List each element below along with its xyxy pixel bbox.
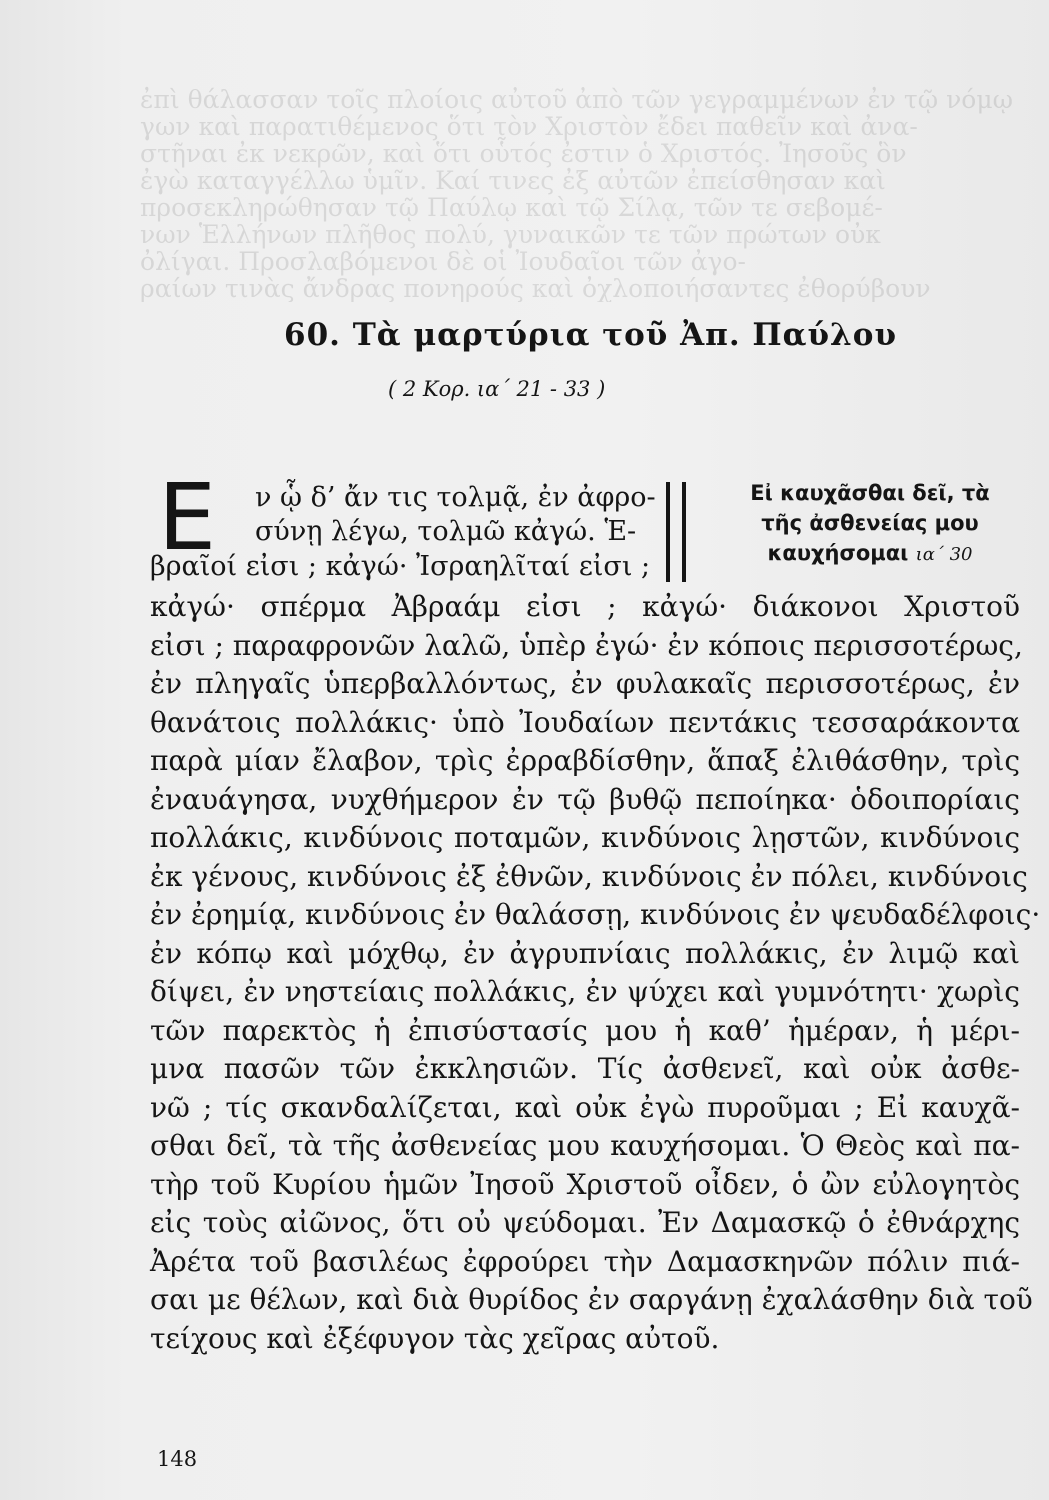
intro-line-1: ν ᾧ δ’ ἄν τις τολμᾷ, ἐν ἀφρο- <box>255 482 656 513</box>
margin-note <box>710 478 1030 570</box>
body-line: παρὰ μίαν ἔλαβον, τρὶς ἐρραβδίσθην, ἅπαξ ἐλιθάσθην, τρὶς <box>150 744 1020 777</box>
body-line: σθαι δεῖ, τὰ τῆς ἀσθενείας μου καυχήσομαι. Ὁ Θεὸς καὶ πα- <box>150 1129 1020 1162</box>
show-through-text: ἐπὶ θάλασσαν τοῖς πλοίοις αὐτοῦ ἀπὸ τῶν γεγραμμένων ἐν τῷ νόμῳ γων καὶ παρατιθέμενος ὅτι τὸν Χριστὸν ἔδει παθεῖν καὶ ἀνα- στῆναι ἐκ νεκρῶν, καὶ ὅτι οὗτός ἐστιν ὁ Χριστός. Ἰησοῦς ὃν ἐγὼ καταγγέλλω ὑμῖν. Καί τινες ἐξ αὐτῶν ἐπείσθησαν καὶ προσεκληρώθησαν τῷ Παύλῳ καὶ τῷ Σίλᾳ, τῶν τε σεβομέ- νων Ἑλλήνων πλῆθος πολύ, γυναικῶν τε τῶν πρώτων οὐκ ὀλίγαι. Προσλαβόμενοι δὲ οἱ Ἰουδαῖοι τῶν ἀγο- ραίων τινὰς ἄνδρας πονηρούς καὶ ὀχλοποιήσαντες ἐθορύβουν <box>140 86 1013 302</box>
body-line: εἰσι ; παραφρονῶν λαλῶ, ὑπὲρ ἐγώ· ἐν κόποις περισσοτέρως, <box>150 628 1023 662</box>
margin-note-line-2: τῆς ἀσθενείας μου <box>761 511 979 535</box>
body-line: μνα πασῶν τῶν ἐκκλησιῶν. Τίς ἀσθενεῖ, καὶ οὐκ ἀσθε- <box>150 1052 1020 1085</box>
body-line: ἐν ἐρημίᾳ, κινδύνοις ἐν θαλάσσῃ, κινδύνοις ἐν ψευδαδέλφοις· <box>150 898 1041 931</box>
margin-note-line-3: καυχήσομαι <box>767 541 909 565</box>
body-text <box>150 588 1041 1358</box>
body-line: τῶν παρεκτὸς ἡ ἐπισύστασίς μου ἡ καθ’ ἡμέραν, ἡ μέρι- <box>150 1013 1020 1047</box>
page-number: 148 <box>157 1447 198 1471</box>
section-title: 60. Τὰ μαρτύρια τοῦ Ἀπ. Παύλου <box>284 317 897 353</box>
body-line: τείχους καὶ ἐξέφυγον τὰς χεῖρας αὐτοῦ. <box>150 1321 720 1355</box>
double-vertical-rule <box>666 482 686 582</box>
margin-note-verse: ια΄ 30 <box>915 544 973 565</box>
scripture-reference: ( 2 Κορ. ια΄ 21 - 33 ) <box>388 377 606 401</box>
intro-line-2: σύνῃ λέγω, τολμῶ κἀγώ. Ἑ- <box>255 516 637 547</box>
body-line: ἐκ γένους, κινδύνοις ἐξ ἐθνῶν, κινδύνοις ἐν πόλει, κινδύνοις <box>150 859 1028 893</box>
body-line: πολλάκις, κινδύνοις ποταμῶν, κινδύνοις λῃστῶν, κινδύνοις <box>150 821 1020 854</box>
body-line: ἐν πληγαῖς ὑπερβαλλόντως, ἐν φυλακαῖς περισσοτέρως, ἐν <box>150 667 1020 700</box>
body-line: θανάτοις πολλάκις· ὑπὸ Ἰουδαίων πεντάκις τεσσαράκοντα <box>150 705 1020 739</box>
drop-cap: Ε <box>158 464 217 571</box>
body-line: κἀγώ· σπέρμα Ἀβραάμ εἰσι ; κἀγώ· διάκονοι Χριστοῦ <box>150 590 1020 623</box>
body-line: δίψει, ἐν νηστείαις πολλάκις, ἐν ψύχει καὶ γυμνότητι· χωρὶς <box>150 975 1020 1008</box>
body-line: εἰς τοὺς αἰῶνος, ὅτι οὐ ψεύδομαι. Ἐν Δαμασκῷ ὁ ἐθνάρχης <box>150 1206 1020 1239</box>
body-line: ἐν κόπῳ καὶ μόχθῳ, ἐν ἀγρυπνίαις πολλάκις, ἐν λιμῷ καὶ <box>150 936 1020 970</box>
body-line: ἐναυάγησα, νυχθήμερον ἐν τῷ βυθῷ πεποίηκα· ὁδοιπορίαις <box>150 782 1020 816</box>
margin-note-line-1: Εἰ καυχᾶσθαι δεῖ, τὰ <box>750 481 990 505</box>
intro-line-3: βραῖοί εἰσι ; κἀγώ· Ἰσραηλῖταί εἰσι ; <box>150 551 651 582</box>
body-line: Ἀρέτα τοῦ βασιλέως ἐφρούρει τὴν Δαμασκηνῶν πόλιν πιά- <box>150 1244 1020 1278</box>
body-line: τὴρ τοῦ Κυρίου ἡμῶν Ἰησοῦ Χριστοῦ οἶδεν, ὁ ὢν εὐλογητὸς <box>150 1167 1020 1201</box>
body-line: νῶ ; τίς σκανδαλίζεται, καὶ οὐκ ἐγὼ πυροῦμαι ; Εἰ καυχᾶ- <box>150 1090 1020 1124</box>
body-line: σαι με θέλων, καὶ διὰ θυρίδος ἐν σαργάνῃ ἐχαλάσθην διὰ τοῦ <box>150 1283 1033 1316</box>
